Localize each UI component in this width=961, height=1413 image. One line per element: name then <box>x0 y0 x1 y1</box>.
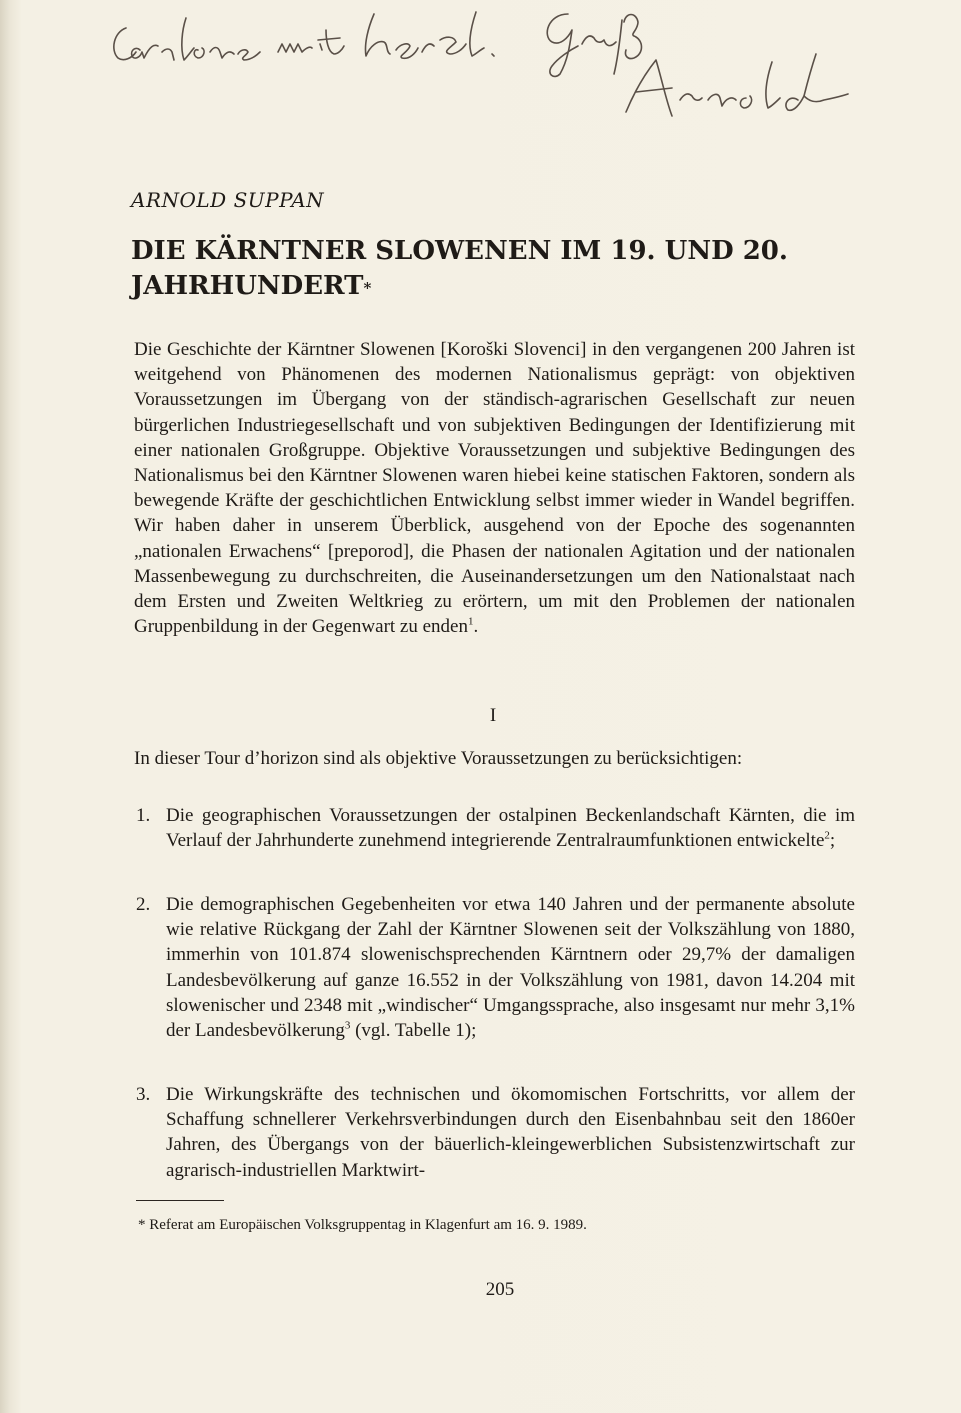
list-number: 2. <box>136 894 151 915</box>
tour-paragraph: In dieser Tour d’horizon sind als objektive Voraussetzungen zu berücksichtigen: <box>134 748 743 769</box>
list-number: 3. <box>136 1084 151 1105</box>
article-title <box>131 234 831 304</box>
list-text-body: Die Wirkungskräfte des technischen und ökomomischen Fortschritts, vor allem der Schaffung schnellerer Verkehrsverbindungen durch den Eisenbahnbau seit den 1860er Jahren, des Übergangs von der bäuerlich-kleingewerblichen Subsistenzwirtschaft zur agrarisch-industriellen Marktwirt- <box>166 1084 855 1181</box>
page-number: 205 <box>485 1279 515 1300</box>
section-number: I <box>489 705 497 726</box>
list-number: 1. <box>136 805 151 826</box>
footnote-text: Referat am Europäischen Volksgruppentag in Klagenfurt am 16. 9. 1989. <box>145 1217 587 1233</box>
list-text-body: Die demographischen Gegebenheiten vor etwa 140 Jahren und der permanente absolute wie relative Rückgang der Zahl der Kärntner Slowenen seit der Volkszählung von 1880, immerhin von 101.874 slowenischsprechenden Kärntnern oder 29,7% der damaligen Landesbevölkerung auf ganze 16.552 in der Volkszählung von 1981, davon 14.204 mit slowenischer und 2348 mit „windischer“ Umgangssprache, also insgesamt nur mehr 3,1% der Landesbevölkerung <box>166 894 855 1042</box>
footnote <box>138 1217 838 1234</box>
list-text <box>166 1082 855 1183</box>
footnote-ref-1: 1 <box>467 615 474 628</box>
author-name: ARNOLD SUPPAN <box>131 188 325 212</box>
list-text-end: ; <box>829 830 836 852</box>
list-item <box>134 892 855 1043</box>
list-text-end: (vgl. Tabelle 1); <box>350 1020 477 1042</box>
title-footnote-mark: * <box>363 279 372 297</box>
footnote-divider <box>136 1200 224 1201</box>
footnote-mark: * <box>138 1217 146 1233</box>
list-text <box>166 892 855 1043</box>
list-text-body: Die geographischen Voraussetzungen der ostalpinen Beckenlandschaft Kärnten, die im Verlauf der Jahrhunderte zunehmend integrierende Zentralraumfunktionen entwickelte <box>166 805 855 852</box>
article-title-text: DIE KÄRNTNER SLOWENEN IM 19. UND 20. JAHRHUNDERT <box>131 236 788 301</box>
list-text <box>166 803 855 853</box>
intro-paragraph <box>134 337 855 639</box>
footnote-ref-2: 2 <box>824 829 830 842</box>
list-item <box>134 803 855 853</box>
intro-text: Die Geschichte der Kärntner Slowenen [Koroški Slovenci] in den vergangenen 200 Jahren ist weitgehend von Phänomenen des modernen Nationalismus geprägt: von objektiven Voraussetzungen im Übergang von der ständisch-agrarischen Gesellschaft zur neuen bürgerlichen Industriegesellschaft und von subjektiven Bedingungen der Identifizierung mit einer nationalen Großgruppe. Objektive Voraussetzungen und subjektive Bedingungen des Nationalismus bei den Kärntner Slowenen waren hiebei keine statischen Faktoren, sondern als bewegende Kräfte der geschichtlichen Entwicklung selbst immer wieder in Wandel begriffen. Wir haben daher in unserem Überblick, ausgehend von der Epoche des sogenannten „nationalen Erwachens“ [preporod], die Phasen der nationalen Agitation und der nationalen Massenbewegung zu durchschreiten, die Auseinandersetzungen um den Nationalstaat nach dem Ersten und Zweiten Weltkrieg zu erörtern, um mit den Problemen der nationalen Gruppenbildung in der Gegenwart zu enden <box>134 339 855 638</box>
intro-end: . <box>473 616 479 638</box>
list-item <box>134 1082 855 1183</box>
footnote-ref-3: 3 <box>344 1019 351 1032</box>
handwritten-dedication <box>100 0 920 125</box>
